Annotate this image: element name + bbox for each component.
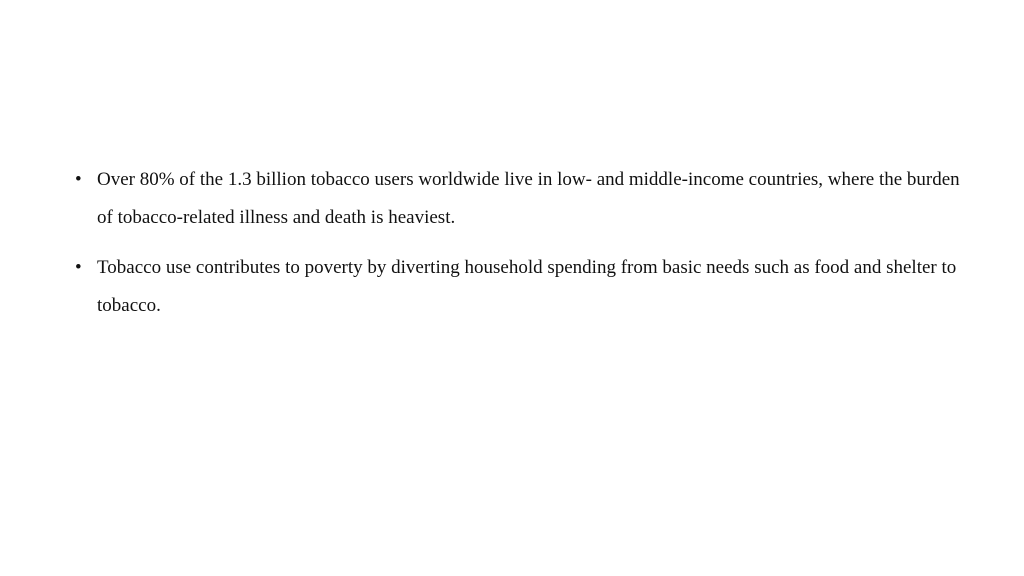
bullet-text-1: Over 80% of the 1.3 billion tobacco users worldwide live in low- and middle-income countries, where the burden of tobacco-related illness and death is heaviest.	[97, 169, 960, 228]
bullet-list	[75, 161, 975, 337]
bullet-item-2	[75, 249, 975, 325]
bullet-item-1	[75, 161, 975, 237]
bullet-icon: •	[75, 169, 82, 190]
bullet-icon: •	[75, 257, 82, 278]
bullet-text-2: Tobacco use contributes to poverty by diverting household spending from basic needs such as food and shelter to tobacco.	[97, 257, 957, 316]
